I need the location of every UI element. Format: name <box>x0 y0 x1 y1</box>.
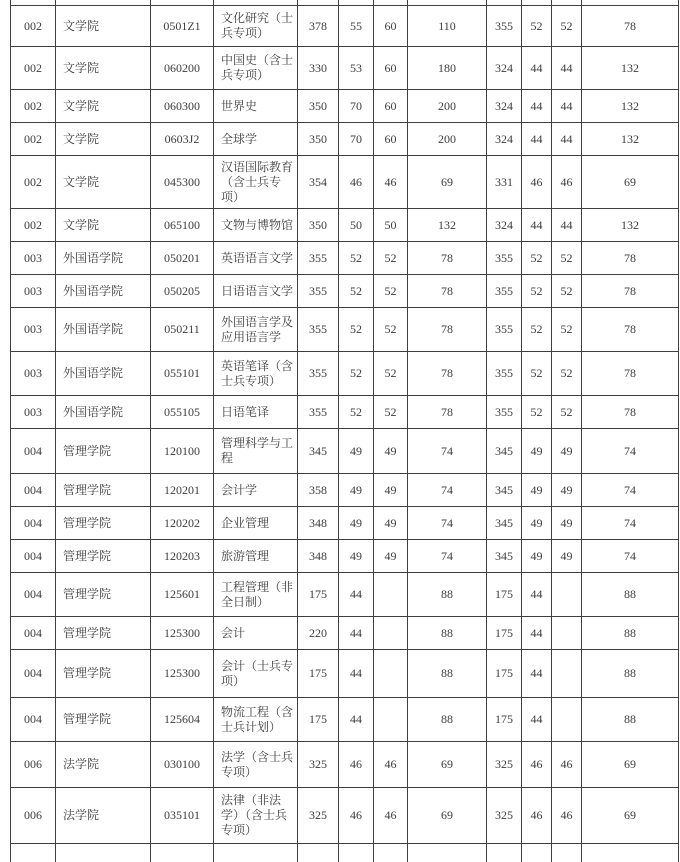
table-row <box>11 573 679 617</box>
admission-score-table-container <box>10 0 679 862</box>
score-cell: 46 <box>339 788 374 844</box>
score-cell: 60 <box>374 90 408 123</box>
score-cell: 78 <box>582 308 679 352</box>
dept-code-cell: 004 <box>11 617 56 650</box>
dept-name-cell: 文学院 <box>56 90 151 123</box>
score-cell: 49 <box>374 474 408 507</box>
dept-name-cell: 法学院 <box>56 742 151 788</box>
score-cell <box>552 650 582 698</box>
score-cell: 88 <box>582 698 679 742</box>
table-row <box>11 242 679 275</box>
score-cell: 52 <box>374 396 408 429</box>
score-cell <box>552 573 582 617</box>
table-row <box>11 650 679 698</box>
major-name-cell: 文物与博物馆 <box>214 209 298 242</box>
score-cell: 49 <box>374 507 408 540</box>
score-cell: 46 <box>374 788 408 844</box>
score-cell: 74 <box>408 429 487 474</box>
score-cell: 355 <box>298 242 339 275</box>
score-cell: 88 <box>582 617 679 650</box>
score-cell: 88 <box>408 617 487 650</box>
major-name-cell: 法律（非法学）（含士兵专项） <box>214 788 298 844</box>
score-cell: 60 <box>374 123 408 156</box>
score-cell: 44 <box>522 573 552 617</box>
major-name-cell: 会计（士兵专项） <box>214 650 298 698</box>
score-cell: 175 <box>487 617 522 650</box>
score-cell: 74 <box>408 507 487 540</box>
score-cell: 46 <box>522 788 552 844</box>
table-row <box>11 742 679 788</box>
score-cell: 49 <box>339 507 374 540</box>
score-cell <box>552 617 582 650</box>
admission-score-table <box>10 0 679 862</box>
score-cell: 52 <box>552 396 582 429</box>
score-cell: 88 <box>582 650 679 698</box>
score-cell: 132 <box>582 90 679 123</box>
major-name-cell: 日语语言文学 <box>214 275 298 308</box>
score-cell: 350 <box>298 209 339 242</box>
score-cell: 345 <box>487 540 522 573</box>
dept-code-cell: 002 <box>11 90 56 123</box>
dept-code-cell: 006 <box>11 788 56 844</box>
score-cell: 78 <box>408 308 487 352</box>
score-cell: 88 <box>408 650 487 698</box>
score-cell: 175 <box>487 650 522 698</box>
score-cell: 44 <box>522 617 552 650</box>
score-cell: 88 <box>408 573 487 617</box>
score-cell: 78 <box>582 6 679 47</box>
score-cell: 53 <box>339 47 374 90</box>
dept-name-cell: 法学院 <box>56 788 151 844</box>
table-row <box>11 429 679 474</box>
score-cell: 49 <box>522 507 552 540</box>
score-cell: 355 <box>298 308 339 352</box>
table-row <box>11 209 679 242</box>
dept-name-cell: 管理学院 <box>56 573 151 617</box>
major-code-cell: 035101 <box>151 788 214 844</box>
score-cell: 46 <box>552 156 582 209</box>
dept-name-cell: 外国语学院 <box>56 352 151 396</box>
dept-name-cell: 文学院 <box>56 6 151 47</box>
score-cell: 354 <box>298 156 339 209</box>
table-row <box>11 47 679 90</box>
score-cell: 78 <box>582 275 679 308</box>
dept-code-cell: 003 <box>11 396 56 429</box>
score-cell: 52 <box>552 242 582 275</box>
score-cell: 46 <box>374 156 408 209</box>
partial-row-bottom <box>11 844 679 862</box>
empty-cell <box>151 844 214 862</box>
dept-name-cell: 管理学院 <box>56 474 151 507</box>
score-cell: 355 <box>298 352 339 396</box>
score-cell: 70 <box>339 123 374 156</box>
dept-name-cell: 管理学院 <box>56 507 151 540</box>
dept-code-cell: 004 <box>11 698 56 742</box>
score-cell: 50 <box>374 209 408 242</box>
score-cell: 355 <box>487 6 522 47</box>
score-cell: 52 <box>522 6 552 47</box>
score-cell <box>374 650 408 698</box>
score-cell: 88 <box>582 573 679 617</box>
score-cell: 49 <box>552 507 582 540</box>
score-cell: 345 <box>487 474 522 507</box>
major-name-cell: 会计 <box>214 617 298 650</box>
major-code-cell: 060300 <box>151 90 214 123</box>
score-cell: 74 <box>408 540 487 573</box>
score-cell: 324 <box>487 209 522 242</box>
major-name-cell: 外国语言学及应用语言学 <box>214 308 298 352</box>
score-cell: 52 <box>552 6 582 47</box>
score-cell: 348 <box>298 507 339 540</box>
score-cell: 78 <box>408 242 487 275</box>
major-code-cell: 060200 <box>151 47 214 90</box>
score-cell: 49 <box>522 429 552 474</box>
score-cell: 325 <box>487 788 522 844</box>
major-name-cell: 管理科学与工程 <box>214 429 298 474</box>
score-cell: 69 <box>582 742 679 788</box>
score-cell: 330 <box>298 47 339 90</box>
score-cell: 52 <box>522 352 552 396</box>
dept-code-cell: 002 <box>11 156 56 209</box>
dept-code-cell: 004 <box>11 573 56 617</box>
major-code-cell: 050211 <box>151 308 214 352</box>
score-cell: 49 <box>522 474 552 507</box>
score-cell: 44 <box>522 698 552 742</box>
score-cell: 49 <box>552 540 582 573</box>
major-name-cell: 英语语言文学 <box>214 242 298 275</box>
major-code-cell: 125300 <box>151 650 214 698</box>
score-cell: 132 <box>582 209 679 242</box>
score-cell: 355 <box>298 275 339 308</box>
dept-code-cell: 002 <box>11 6 56 47</box>
score-cell: 78 <box>582 352 679 396</box>
score-cell: 69 <box>408 788 487 844</box>
table-row <box>11 275 679 308</box>
major-code-cell: 125604 <box>151 698 214 742</box>
empty-cell <box>214 844 298 862</box>
score-cell: 52 <box>339 396 374 429</box>
score-cell: 44 <box>522 47 552 90</box>
empty-cell <box>552 844 582 862</box>
score-cell: 355 <box>487 352 522 396</box>
major-code-cell: 125300 <box>151 617 214 650</box>
dept-name-cell: 文学院 <box>56 123 151 156</box>
score-cell: 132 <box>582 123 679 156</box>
dept-name-cell: 外国语学院 <box>56 275 151 308</box>
empty-cell <box>56 844 151 862</box>
table-row <box>11 90 679 123</box>
table-row <box>11 507 679 540</box>
major-name-cell: 英语笔译（含士兵专项） <box>214 352 298 396</box>
score-cell: 52 <box>522 308 552 352</box>
score-cell: 49 <box>339 429 374 474</box>
score-cell <box>552 698 582 742</box>
major-code-cell: 125601 <box>151 573 214 617</box>
score-cell: 132 <box>408 209 487 242</box>
major-name-cell: 世界史 <box>214 90 298 123</box>
table-row <box>11 698 679 742</box>
score-cell: 44 <box>339 698 374 742</box>
score-cell: 49 <box>522 540 552 573</box>
score-cell: 44 <box>339 650 374 698</box>
table-row <box>11 6 679 47</box>
dept-code-cell: 004 <box>11 507 56 540</box>
score-cell: 132 <box>582 47 679 90</box>
score-cell: 52 <box>339 352 374 396</box>
table-row <box>11 540 679 573</box>
major-name-cell: 会计学 <box>214 474 298 507</box>
score-cell: 52 <box>552 352 582 396</box>
dept-name-cell: 管理学院 <box>56 617 151 650</box>
score-cell: 175 <box>298 698 339 742</box>
major-code-cell: 065100 <box>151 209 214 242</box>
empty-cell <box>408 844 487 862</box>
dept-name-cell: 管理学院 <box>56 698 151 742</box>
dept-name-cell: 管理学院 <box>56 650 151 698</box>
score-cell <box>374 617 408 650</box>
dept-code-cell: 003 <box>11 275 56 308</box>
empty-cell <box>374 844 408 862</box>
table-row <box>11 788 679 844</box>
table-row <box>11 352 679 396</box>
score-cell: 52 <box>339 242 374 275</box>
score-cell: 345 <box>298 429 339 474</box>
score-cell: 78 <box>582 396 679 429</box>
major-code-cell: 120203 <box>151 540 214 573</box>
major-name-cell: 法学（含士兵专项） <box>214 742 298 788</box>
score-cell: 200 <box>408 123 487 156</box>
score-cell: 355 <box>298 396 339 429</box>
score-cell: 69 <box>582 156 679 209</box>
dept-code-cell: 004 <box>11 429 56 474</box>
table-row <box>11 308 679 352</box>
score-cell: 44 <box>552 123 582 156</box>
major-code-cell: 045300 <box>151 156 214 209</box>
major-name-cell: 文化研究（士兵专项） <box>214 6 298 47</box>
major-code-cell: 050205 <box>151 275 214 308</box>
table-row <box>11 396 679 429</box>
score-cell: 49 <box>339 540 374 573</box>
dept-code-cell: 006 <box>11 742 56 788</box>
score-cell: 324 <box>487 123 522 156</box>
major-code-cell: 055101 <box>151 352 214 396</box>
score-cell: 44 <box>522 209 552 242</box>
dept-name-cell: 外国语学院 <box>56 396 151 429</box>
empty-cell <box>298 844 339 862</box>
score-cell: 52 <box>339 275 374 308</box>
major-name-cell: 旅游管理 <box>214 540 298 573</box>
major-code-cell: 050201 <box>151 242 214 275</box>
score-cell: 325 <box>487 742 522 788</box>
score-cell: 49 <box>339 474 374 507</box>
score-cell: 324 <box>487 90 522 123</box>
score-cell: 44 <box>339 573 374 617</box>
score-cell: 78 <box>408 275 487 308</box>
major-name-cell: 物流工程（含士兵计划） <box>214 698 298 742</box>
score-cell: 324 <box>487 47 522 90</box>
score-cell: 69 <box>408 156 487 209</box>
major-name-cell: 日语笔译 <box>214 396 298 429</box>
score-cell: 78 <box>408 352 487 396</box>
score-cell: 52 <box>374 242 408 275</box>
score-cell: 220 <box>298 617 339 650</box>
major-name-cell: 企业管理 <box>214 507 298 540</box>
major-code-cell: 0501Z1 <box>151 6 214 47</box>
score-cell: 88 <box>408 698 487 742</box>
score-cell: 69 <box>408 742 487 788</box>
score-cell: 74 <box>408 474 487 507</box>
major-name-cell: 全球学 <box>214 123 298 156</box>
score-cell: 78 <box>408 396 487 429</box>
score-cell: 110 <box>408 6 487 47</box>
score-cell: 358 <box>298 474 339 507</box>
empty-cell <box>522 844 552 862</box>
score-cell: 325 <box>298 788 339 844</box>
score-cell: 180 <box>408 47 487 90</box>
score-cell: 46 <box>522 156 552 209</box>
dept-code-cell: 003 <box>11 308 56 352</box>
score-cell: 44 <box>552 47 582 90</box>
major-code-cell: 120202 <box>151 507 214 540</box>
score-cell: 46 <box>339 156 374 209</box>
score-cell: 46 <box>339 742 374 788</box>
score-cell: 52 <box>374 275 408 308</box>
score-cell: 70 <box>339 90 374 123</box>
score-cell: 52 <box>522 275 552 308</box>
score-cell: 52 <box>374 352 408 396</box>
empty-cell <box>339 844 374 862</box>
table-row <box>11 123 679 156</box>
score-cell: 46 <box>374 742 408 788</box>
dept-code-cell: 003 <box>11 352 56 396</box>
major-name-cell: 工程管理（非全日制） <box>214 573 298 617</box>
dept-code-cell: 002 <box>11 209 56 242</box>
score-cell: 74 <box>582 429 679 474</box>
score-cell: 355 <box>487 308 522 352</box>
dept-name-cell: 管理学院 <box>56 429 151 474</box>
score-cell: 49 <box>552 474 582 507</box>
major-name-cell: 汉语国际教育（含士兵专项） <box>214 156 298 209</box>
score-cell: 52 <box>552 275 582 308</box>
score-cell: 55 <box>339 6 374 47</box>
score-cell: 175 <box>298 650 339 698</box>
score-cell: 325 <box>298 742 339 788</box>
table-row <box>11 617 679 650</box>
score-cell: 175 <box>487 698 522 742</box>
score-cell: 74 <box>582 540 679 573</box>
dept-name-cell: 外国语学院 <box>56 308 151 352</box>
score-cell: 49 <box>374 540 408 573</box>
score-cell: 175 <box>298 573 339 617</box>
score-cell: 350 <box>298 90 339 123</box>
score-cell: 345 <box>487 429 522 474</box>
score-cell: 46 <box>552 742 582 788</box>
score-cell <box>374 698 408 742</box>
dept-code-cell: 002 <box>11 47 56 90</box>
table-row <box>11 474 679 507</box>
score-cell: 44 <box>339 617 374 650</box>
score-cell: 345 <box>487 507 522 540</box>
score-cell: 69 <box>582 788 679 844</box>
major-code-cell: 120100 <box>151 429 214 474</box>
score-cell: 348 <box>298 540 339 573</box>
score-cell: 50 <box>339 209 374 242</box>
table-row <box>11 156 679 209</box>
score-cell: 355 <box>487 396 522 429</box>
dept-name-cell: 外国语学院 <box>56 242 151 275</box>
dept-name-cell: 管理学院 <box>56 540 151 573</box>
dept-code-cell: 003 <box>11 242 56 275</box>
score-cell: 200 <box>408 90 487 123</box>
empty-cell <box>582 844 679 862</box>
score-cell: 52 <box>522 242 552 275</box>
major-code-cell: 030100 <box>151 742 214 788</box>
major-code-cell: 0603J2 <box>151 123 214 156</box>
score-cell: 44 <box>522 90 552 123</box>
score-cell: 49 <box>374 429 408 474</box>
score-cell: 52 <box>552 308 582 352</box>
score-cell: 355 <box>487 242 522 275</box>
score-cell: 44 <box>552 90 582 123</box>
score-cell: 52 <box>522 396 552 429</box>
dept-code-cell: 002 <box>11 123 56 156</box>
dept-code-cell: 004 <box>11 474 56 507</box>
dept-code-cell: 004 <box>11 540 56 573</box>
score-cell: 44 <box>522 650 552 698</box>
score-cell: 355 <box>487 275 522 308</box>
score-cell: 350 <box>298 123 339 156</box>
score-cell: 52 <box>374 308 408 352</box>
dept-name-cell: 文学院 <box>56 209 151 242</box>
score-cell: 78 <box>582 242 679 275</box>
score-cell: 331 <box>487 156 522 209</box>
score-cell: 49 <box>552 429 582 474</box>
score-cell <box>374 573 408 617</box>
dept-code-cell: 004 <box>11 650 56 698</box>
major-name-cell: 中国史（含士兵专项） <box>214 47 298 90</box>
score-cell: 74 <box>582 507 679 540</box>
dept-name-cell: 文学院 <box>56 47 151 90</box>
major-code-cell: 055105 <box>151 396 214 429</box>
score-cell: 378 <box>298 6 339 47</box>
major-code-cell: 120201 <box>151 474 214 507</box>
empty-cell <box>487 844 522 862</box>
score-cell: 46 <box>522 742 552 788</box>
score-cell: 46 <box>552 788 582 844</box>
score-cell: 175 <box>487 573 522 617</box>
empty-cell <box>11 844 56 862</box>
dept-name-cell: 文学院 <box>56 156 151 209</box>
score-cell: 74 <box>582 474 679 507</box>
score-cell: 60 <box>374 6 408 47</box>
score-cell: 52 <box>339 308 374 352</box>
score-cell: 44 <box>522 123 552 156</box>
score-cell: 60 <box>374 47 408 90</box>
score-cell: 44 <box>552 209 582 242</box>
